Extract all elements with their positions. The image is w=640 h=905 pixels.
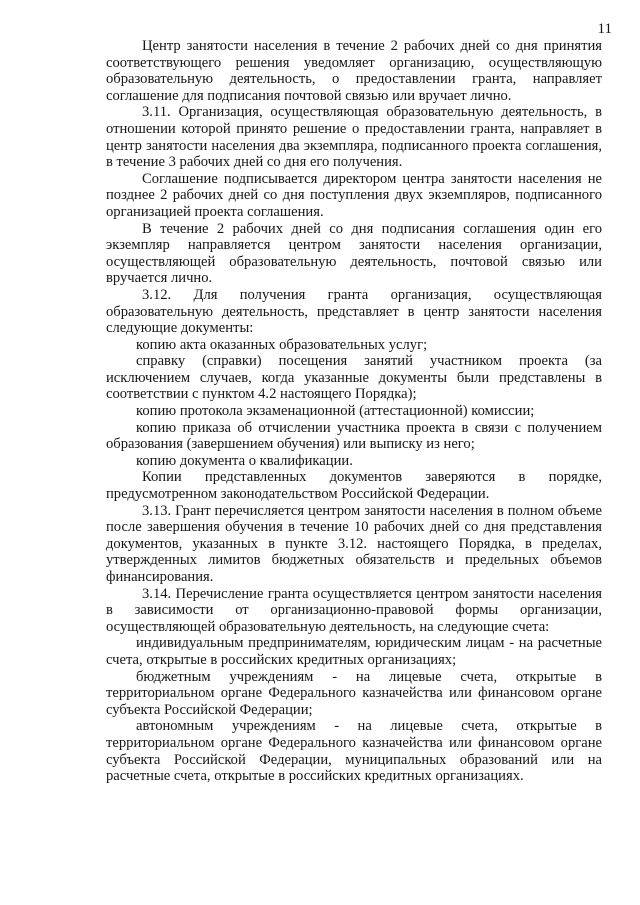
- list-item-expulsion-order: копию приказа об отчислении участника проекта в связи с получением образования (завершением обучения) или выписку из него;: [106, 419, 602, 453]
- list-item-exam-protocol: копию протокола экзаменационной (аттестационной) комиссии;: [136, 403, 535, 420]
- list-item-attendance-certificate: справку (справки) посещения занятий участником проекта (за исключением случаев, когда указанные документы были представлены в соответствии с пунктом 4.2 настоящего Порядка);: [106, 353, 602, 403]
- paragraph-3-13: 3.13. Грант перечисляется центром занятости населения в полном объеме после завершения обучения в течение 10 рабочих дней со дня представления документов, указанных в пункте 3.12. настоящего Порядка, в пределах, утвержденных лимитов бюджетных обязательств и предельных объемов финансирования.: [106, 502, 602, 585]
- paragraph-center-notification: Центр занятости населения в течение 2 рабочих дней со дня принятия соответствующего решения уведомляет организацию, осуществляющую образовательную деятельность, о предоставлении гранта, направляет соглашение для подписания почтовой связью или вручает лично.: [106, 38, 602, 104]
- document-body: [106, 38, 602, 785]
- paragraph-copies-certification: Копии представленных документов заверяются в порядке, предусмотренном законодательством Российской Федерации.: [106, 469, 602, 503]
- paragraph-agreement-delivery: В течение 2 рабочих дней со дня подписания соглашения один его экземпляр направляется центром занятости населения организации, осуществляющей образовательную деятельность, почтовой связью или вручается лично.: [106, 220, 602, 287]
- paragraph-3-12: 3.12. Для получения гранта организация, осуществляющая образовательную деятельность, представляет в центр занятости населения следующие документы:: [106, 286, 602, 337]
- paragraph-3-11: 3.11. Организация, осуществляющая образовательную деятельность, в отношении которой принято решение о предоставлении гранта, направляет в центр занятости населения два экземпляра, подписанного проекта соглашения, в течение 3 рабочих дней со дня его получения.: [106, 104, 602, 171]
- list-item-entrepreneurs-accounts: индивидуальным предпринимателям, юридическим лицам - на расчетные счета, открытые в российских кредитных организациях;: [106, 635, 602, 668]
- list-item-qualification-document: копию документа о квалификации.: [136, 452, 353, 469]
- page-number: 11: [597, 21, 612, 37]
- list-item-services-act: копию акта оказанных образовательных услуг;: [136, 336, 428, 353]
- list-item-autonomous-institutions-accounts: автономным учреждениям - на лицевые счета, открытые в территориальном органе Федерального казначейства или финансовом органе субъекта Российской Федерации, муниципальных образований или на расчетные счета, открытые в российских кредитных организациях.: [106, 718, 602, 785]
- paragraph-3-14: 3.14. Перечисление гранта осуществляется центром занятости населения в зависимости от организационно-правовой формы организации, осуществляющей образовательную деятельность, на следующие счета:: [106, 585, 602, 635]
- paragraph-agreement-signing: Соглашение подписывается директором центра занятости населения не позднее 2 рабочих дней со дня поступления двух экземпляров, подписанного организацией проекта соглашения.: [106, 170, 602, 220]
- list-item-budget-institutions-accounts: бюджетным учреждениям - на лицевые счета, открытые в территориальном органе Федерального казначейства или финансовом органе субъекта Российской Федерации;: [106, 668, 602, 718]
